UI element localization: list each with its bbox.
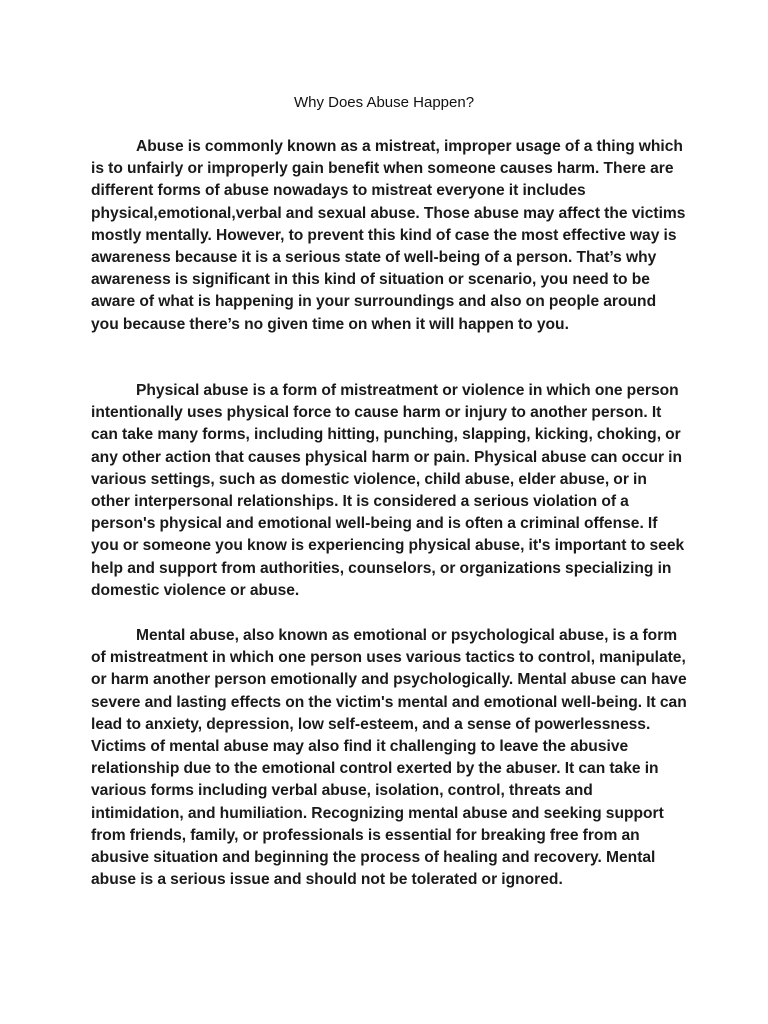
- paragraph-physical-abuse: Physical abuse is a form of mistreatment or violence in which one person intentionally uses physical force to cause harm or injury to another person. It can take many forms, including hitting, punching, slapping, kicking, choking, or any other action that causes physical harm or pain. Physical abuse can occur in various settings, such as domestic violence, child abuse, elder abuse, or in other interpersonal relationships. It is considered a serious violation of a person's physical and emotional well-being and is often a criminal offense. If you or someone you know is experiencing physical abuse, it's important to seek help and support from authorities, counselors, or organizations specializing in domestic violence or abuse.: [91, 382, 685, 599]
- document-title: Why Does Abuse Happen?: [293, 94, 475, 111]
- paragraph-mental-abuse: Mental abuse, also known as emotional or psychological abuse, is a form of mistreatment in which one person uses various tactics to control, manipulate, or harm another person emotionally and psychologically. Mental abuse can have severe and lasting effects on the victim's mental and emotional well-being. It can lead to anxiety, depression, low self-esteem, and a sense of powerlessness. Victims of mental abuse may also find it challenging to leave the abusive relationship due to the emotional control exerted by the abuser. It can take in various forms including verbal abuse, isolation, control, threats and intimidation, and humiliation. Recognizing mental abuse and seeking support from friends, family, or professionals is essential for breaking free from an abusive situation and beginning the process of healing and recovery. Mental abuse is a serious issue and should not be tolerated or ignored.: [91, 627, 687, 889]
- paragraph-awareness: Abuse is commonly known as a mistreat, improper usage of a thing which is to unfairly or improperly gain benefit when someone causes harm. There are different forms of abuse nowadays to mistreat everyone it includes physical,emotional,verbal and sexual abuse. Those abuse may affect the victims mostly mentally. However, to prevent this kind of case the most effective way is awareness because it is a serious state of well-being of a person. That’s why awareness is significant in this kind of situation or scenario, you need to be aware of what is happening in your surroundings and also on people around you because there’s no given time on when it will happen to you.: [91, 138, 686, 333]
